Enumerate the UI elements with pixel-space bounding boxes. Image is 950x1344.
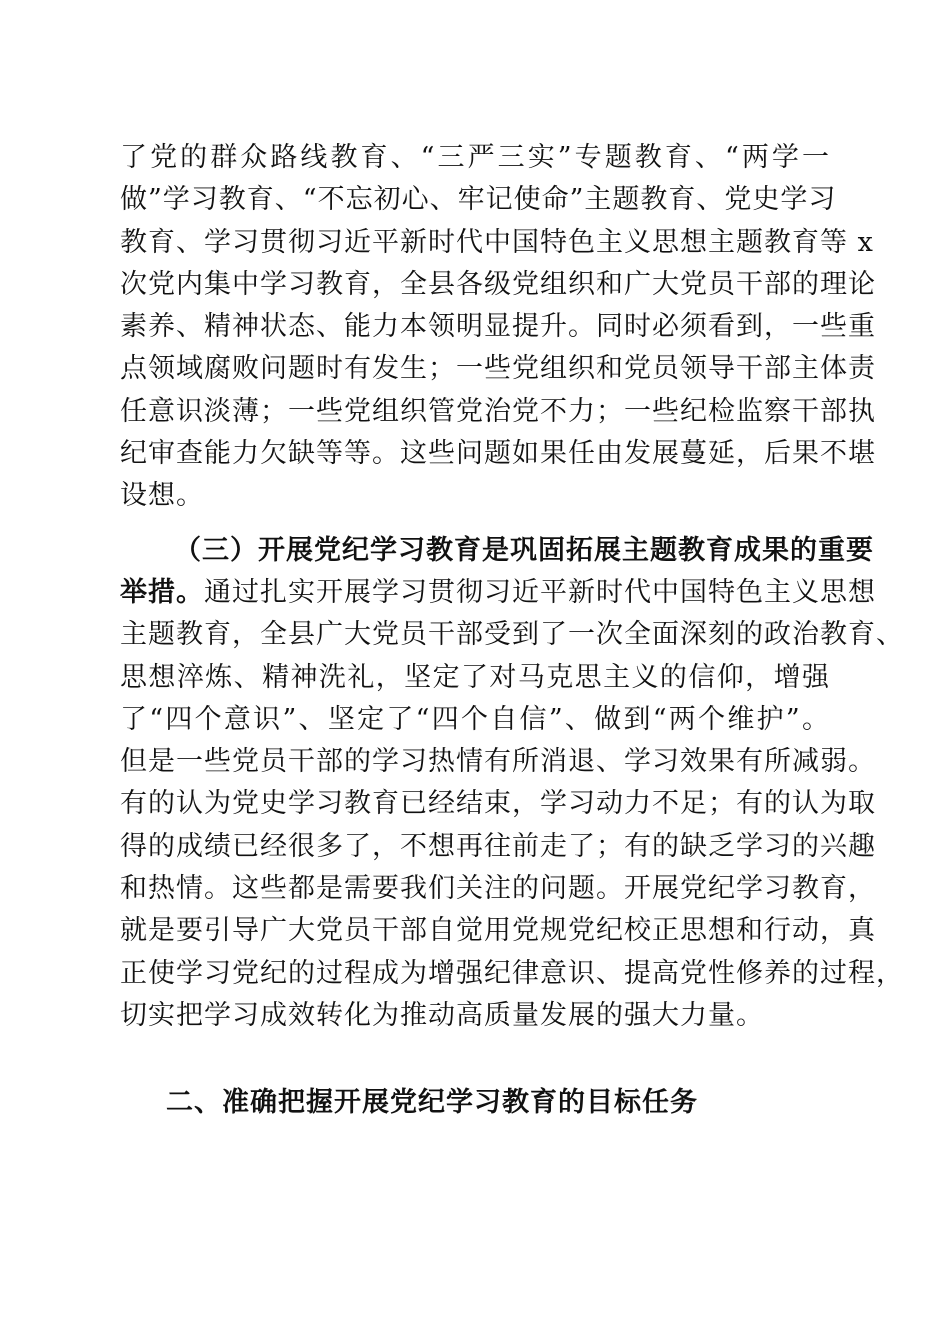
paragraph-line: 得的成绩已经很多了，不想再往前走了；有的缺乏学习的兴趣 — [120, 830, 876, 862]
paragraph-line: 就是要引导广大党员干部自觉用党规党纪校正思想和行动，真 — [120, 915, 876, 947]
paragraph-line: 素养、精神状态、能力本领明显提升。同时必须看到，一些重 — [120, 311, 876, 343]
paragraph-line: 了“四个意识”、坚定了“四个自信”、做到“两个维护”。 — [120, 703, 830, 735]
paragraph-line: 教育、学习贯彻习近平新时代中国特色主义思想主题教育等 x — [120, 226, 874, 258]
paragraph-lead-bold-end: 举措。 — [120, 576, 204, 608]
paragraph-line: 做”学习教育、“不忘初心、牢记使命”主题教育、党史学习 — [120, 184, 837, 216]
paragraph-line: 设想。 — [120, 480, 204, 512]
paragraph-line: 和热情。这些都是需要我们关注的问题。开展党纪学习教育， — [120, 873, 876, 905]
paragraph-line: 正使学习党纪的过程成为增强纪律意识、提高党性修养的过程， — [120, 957, 904, 989]
paragraph-line: 有的认为党史学习教育已经结束，学习动力不足；有的认为取 — [120, 788, 876, 820]
section-heading: 二、准确把握开展党纪学习教育的目标任务 — [166, 1087, 698, 1118]
paragraph-line: 切实把学习成效转化为推动高质量发展的强大力量。 — [120, 999, 764, 1031]
document-body — [120, 137, 904, 1037]
paragraph-education-history — [120, 137, 876, 518]
paragraph-line: 了党的群众路线教育、“三严三实”专题教育、“两学一 — [120, 142, 830, 173]
paragraph-line: 思想淬炼、精神洗礼，坚定了对马克思主义的信仰，增强 — [120, 661, 830, 693]
paragraph-line: 纪审查能力欠缺等等。这些问题如果任由发展蔓延，后果不堪 — [120, 438, 876, 470]
paragraph-line: 主题教育，全县广大党员干部受到了一次全面深刻的政治教育、 — [120, 619, 904, 651]
paragraph-lead-bold: （三）开展党纪学习教育是巩固拓展主题教育成果的重要 — [174, 534, 874, 566]
paragraph-line: 但是一些党员干部的学习热情有所消退、学习效果有所减弱。 — [120, 746, 876, 778]
paragraph-consolidate-results — [120, 530, 904, 1038]
paragraph-line: 点领域腐败问题时有发生；一些党组织和党员领导干部主体责 — [120, 353, 876, 385]
paragraph-line — [120, 572, 876, 614]
paragraph-line: 次党内集中学习教育，全县各级党组织和广大党员干部的理论 — [120, 268, 876, 300]
paragraph-line: 任意识淡薄；一些党组织管党治党不力；一些纪检监察干部执 — [120, 395, 876, 427]
paragraph-line-rest: 通过扎实开展学习贯彻习近平新时代中国特色主义思想 — [204, 576, 876, 608]
